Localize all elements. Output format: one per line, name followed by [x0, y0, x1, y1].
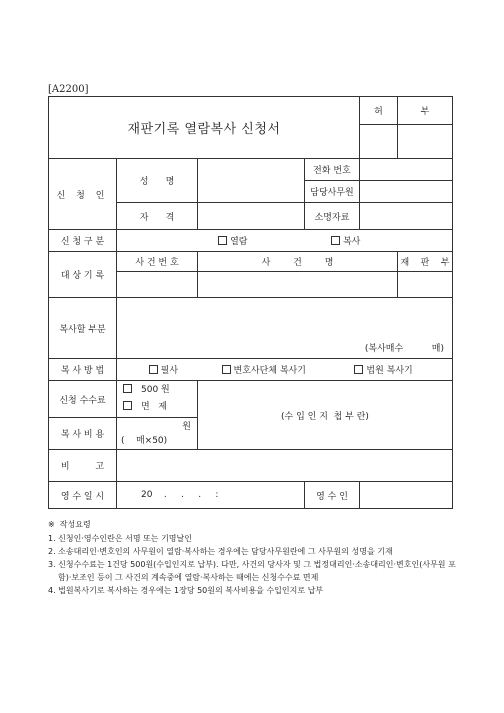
instruction-item: 1. 신청인·영수인란은 서명 또는 기명날인 — [48, 534, 192, 543]
name-field[interactable] — [198, 159, 305, 203]
copy-cost-field[interactable] — [117, 418, 198, 450]
remarks-field[interactable] — [117, 450, 453, 482]
copy-count-note: (복사매수 매) — [364, 344, 444, 354]
request-type-options — [117, 230, 453, 252]
name-label: 성 명 — [117, 159, 198, 203]
remarks-label: 비 고 — [49, 450, 117, 482]
instruction-item: 4. 법원복사기로 복사하는 경우에는 1장당 50원의 복사비용을 수입인지로 납부 — [48, 586, 324, 595]
case-number-field[interactable] — [117, 272, 198, 298]
proof-label: 소명자료 — [305, 203, 360, 230]
proof-field[interactable] — [360, 203, 453, 230]
receipt-date-label: 영 수 일 시 — [49, 482, 117, 509]
fee-amount: 500 원 — [141, 385, 170, 395]
option-view: 열람 — [230, 237, 248, 247]
copy-part-field[interactable] — [117, 298, 453, 359]
approval-heo: 허 — [360, 97, 398, 125]
instruction-item: 3. 신청수수료는 1건당 500원(수입인지로 납부). 다만, 사건의 당사자 및 그 법정대리인·소송대리인·변호인(사무원 포함)·보조인 등이 그 사건의 계속중에 열람·복사하는 때에는 신청수수료 면제 — [48, 560, 456, 582]
receiver-label: 영 수 인 — [305, 482, 360, 509]
option-court-copier: 법원 복사기 — [366, 366, 413, 376]
checkbox-court-copier[interactable] — [354, 365, 363, 374]
qualification-field[interactable] — [198, 203, 305, 230]
phone-field[interactable] — [360, 159, 453, 181]
application-form — [48, 96, 453, 509]
instruction-item: 2. 소송대리인·변호인의 사무원이 열람·복사하는 경우에는 담당사무원란에 그 사무원의 성명을 기재 — [48, 547, 393, 556]
case-name-header: 사 건 명 — [198, 252, 398, 272]
copy-cost-won: 원 — [182, 421, 191, 432]
case-name-field[interactable] — [198, 272, 398, 298]
form-code: [A2200] — [48, 84, 89, 95]
receipt-date-field[interactable] — [117, 482, 305, 509]
checkbox-bar-copier[interactable] — [222, 365, 231, 374]
office-clerk-label: 담당사무원 — [305, 181, 360, 203]
applicant-label: 신 청 인 — [49, 159, 117, 230]
qualification-label: 자 격 — [117, 203, 198, 230]
instructions — [48, 518, 458, 597]
case-number-header: 사 건 번 호 — [117, 252, 198, 272]
option-copy: 복사 — [342, 237, 361, 247]
office-clerk-field[interactable] — [360, 181, 453, 203]
receiver-field[interactable] — [360, 482, 453, 509]
copy-cost-label: 복 사 비 용 — [49, 418, 117, 450]
checkbox-copy[interactable] — [331, 236, 340, 245]
checkbox-view[interactable] — [218, 236, 227, 245]
receipt-date-value: 20 . . . : — [141, 490, 219, 500]
checkbox-fee-exempt[interactable] — [123, 401, 132, 410]
court-division-field[interactable] — [398, 272, 453, 298]
copy-method-label: 복 사 방 법 — [49, 359, 117, 381]
fee-exempt: 면 제 — [141, 402, 167, 412]
option-bar-copier: 변호사단체 복사기 — [233, 366, 306, 376]
checkbox-fee-500[interactable] — [123, 384, 132, 393]
approval-heo-box[interactable] — [360, 125, 398, 159]
copy-part-label: 복사할 부분 — [49, 298, 117, 359]
instructions-header: ※ 작성요령 — [48, 520, 91, 529]
approval-bu: 부 — [398, 97, 453, 125]
stamp-area: (수 입 인 지 첩 부 란) — [198, 381, 453, 450]
target-record-label: 대 상 기 록 — [49, 252, 117, 298]
checkbox-handcopy[interactable] — [149, 365, 158, 374]
fee-label: 신청 수수료 — [49, 381, 117, 418]
request-type-label: 신 청 구 분 — [49, 230, 117, 252]
approval-bu-box[interactable] — [398, 125, 453, 159]
copy-cost-formula: ( 매×50) — [121, 435, 168, 446]
copy-method-options — [117, 359, 453, 381]
phone-label: 전화 번호 — [305, 159, 360, 181]
court-division-header: 재 판 부 — [398, 252, 453, 272]
form-title: 재판기록 열람복사 신청서 — [49, 97, 360, 159]
option-handcopy: 필사 — [160, 366, 179, 376]
fee-options — [117, 381, 198, 418]
